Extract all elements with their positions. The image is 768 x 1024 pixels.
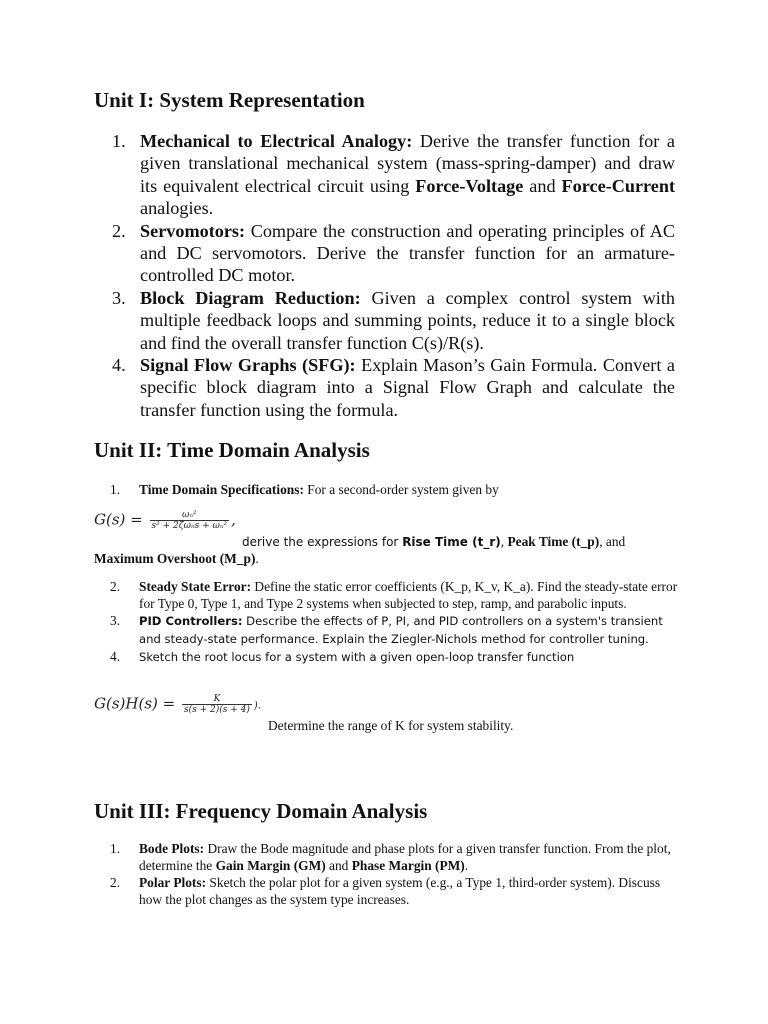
list-text: [139, 578, 680, 612]
body-text: Define the static error coefficients (K_p, K_v, K_a). Find the steady-state error for Type 0, Type 1, and Type 2 systems when subjected to step, ramp, and parabolic inputs.: [139, 579, 678, 611]
unit1-list: [112, 130, 675, 421]
unit1-heading: Unit I: System Representation: [94, 88, 365, 112]
fraction-numerator: ωₙ²: [181, 510, 197, 520]
unit3-heading: Unit III: Frequency Domain Analysis: [94, 799, 428, 823]
list-number: 1.: [110, 482, 121, 497]
body-text: ,: [500, 534, 508, 549]
open-loop-transfer-function: [94, 694, 261, 715]
body-text: .: [255, 551, 259, 566]
equation-tail: ,: [231, 510, 236, 529]
term: Polar Plots:: [139, 875, 207, 890]
term: PID Controllers:: [139, 614, 243, 628]
eq1-continuation: [242, 533, 625, 551]
list-number: 3.: [110, 613, 121, 628]
list-text: [140, 130, 675, 220]
body-text: Sketch the polar plot for a given system (e.g., a Type 1, third-order system). Discuss how the plot changes as the system type increases.: [139, 875, 661, 907]
term: Servomotors:: [140, 220, 246, 241]
list-text: [139, 840, 680, 874]
list-number: 3.: [112, 287, 126, 308]
list-item: [112, 354, 675, 421]
term: Time Domain Specifications:: [139, 482, 304, 497]
body-text: Explain Mason’s Gain Formula. Convert a specific block diagram into a Signal Flow Graph and calculate the transfer function using the formula.: [140, 355, 675, 420]
fraction-denominator: s(s + 2)(s + 4): [184, 705, 250, 715]
equation-fraction: [182, 694, 252, 715]
body-text: Given a complex control system with multiple feedback loops and summing points, reduce it to a single block and find the overall transfer function C(s)/R(s).: [140, 287, 675, 353]
eq1-continuation-line2: [94, 550, 259, 567]
term: Maximum Overshoot (M_p): [94, 551, 256, 566]
list-number: 1.: [110, 841, 121, 856]
term: Bode Plots:: [139, 841, 205, 856]
body-text: Draw the Bode magnitude and phase plots for a given transfer function. From the plot, determine the: [139, 841, 671, 873]
body-text: Describe the effects of P, PI, and PID controllers on a system's transient and steady-state performance. Explain the Ziegler-Nichols method for controller tuning.: [139, 614, 663, 646]
term: Phase Margin (PM): [351, 858, 465, 873]
unit2-item1: [110, 481, 680, 498]
list-item: [110, 612, 680, 648]
body-text: , and: [599, 534, 626, 549]
list-item: [110, 874, 680, 908]
list-item: [110, 481, 680, 498]
unit3-items: [110, 840, 680, 908]
transfer-function-equation: [94, 510, 236, 531]
list-number: 2.: [110, 875, 121, 890]
fraction-numerator: K: [213, 694, 221, 704]
term: Peak Time (t_p): [507, 534, 600, 549]
fraction-denominator: s² + 2ζωₙs + ωₙ²: [151, 521, 228, 531]
list-number: 2.: [112, 220, 126, 241]
body-text: derive the expressions for: [242, 535, 403, 549]
list-text: [139, 481, 680, 498]
unit2-heading: Unit II: Time Domain Analysis: [94, 438, 370, 462]
equation-lhs: G(s) =: [94, 510, 143, 529]
list-number: 2.: [110, 579, 121, 594]
term: Gain Margin (GM): [215, 858, 326, 873]
list-text: [140, 287, 675, 354]
list-item: [112, 287, 675, 354]
body-text: and: [325, 858, 352, 873]
list-item: [112, 220, 675, 287]
term: Block Diagram Reduction:: [140, 287, 361, 308]
term: Mechanical to Electrical Analogy:: [140, 131, 413, 151]
list-text: [140, 220, 675, 287]
stability-question: Determine the range of K for system stability.: [268, 718, 514, 733]
body-text: Compare the construction and operating principles of AC and DC servomotors. Derive the transfer function for an armature-controlled DC motor.: [140, 220, 675, 286]
equation-tail: ).: [253, 700, 261, 712]
list-number: 4.: [112, 355, 126, 376]
body-text: For a second-order system given by: [303, 482, 499, 497]
term: Steady State Error:: [139, 579, 252, 594]
list-text: [140, 354, 675, 421]
list-item: [110, 840, 680, 874]
list-item: [112, 130, 675, 220]
term: Rise Time (t_r): [402, 535, 501, 549]
list-item: [110, 578, 680, 612]
body-text: analogies.: [140, 198, 214, 219]
list-number: 4.: [110, 649, 121, 664]
list-item: [110, 648, 680, 666]
unit2-items: [110, 578, 680, 666]
list-text: [139, 612, 680, 648]
body-text: Derive the transfer function for a given translational mechanical system (mass-spring-damper) and draw its equivalent electrical circuit using: [140, 131, 675, 196]
list-text: [139, 874, 680, 908]
equation-lhs: G(s)H(s) =: [94, 694, 176, 713]
equation-fraction: [150, 510, 230, 531]
term: Force-Voltage: [415, 175, 524, 196]
term: Force-Current: [561, 175, 676, 196]
list-text: Sketch the root locus for a system with a given open-loop transfer function: [139, 650, 575, 664]
body-text: and: [523, 175, 562, 196]
list-number: 1.: [112, 131, 126, 151]
term: Signal Flow Graphs (SFG):: [140, 355, 356, 376]
body-text: .: [464, 858, 469, 873]
